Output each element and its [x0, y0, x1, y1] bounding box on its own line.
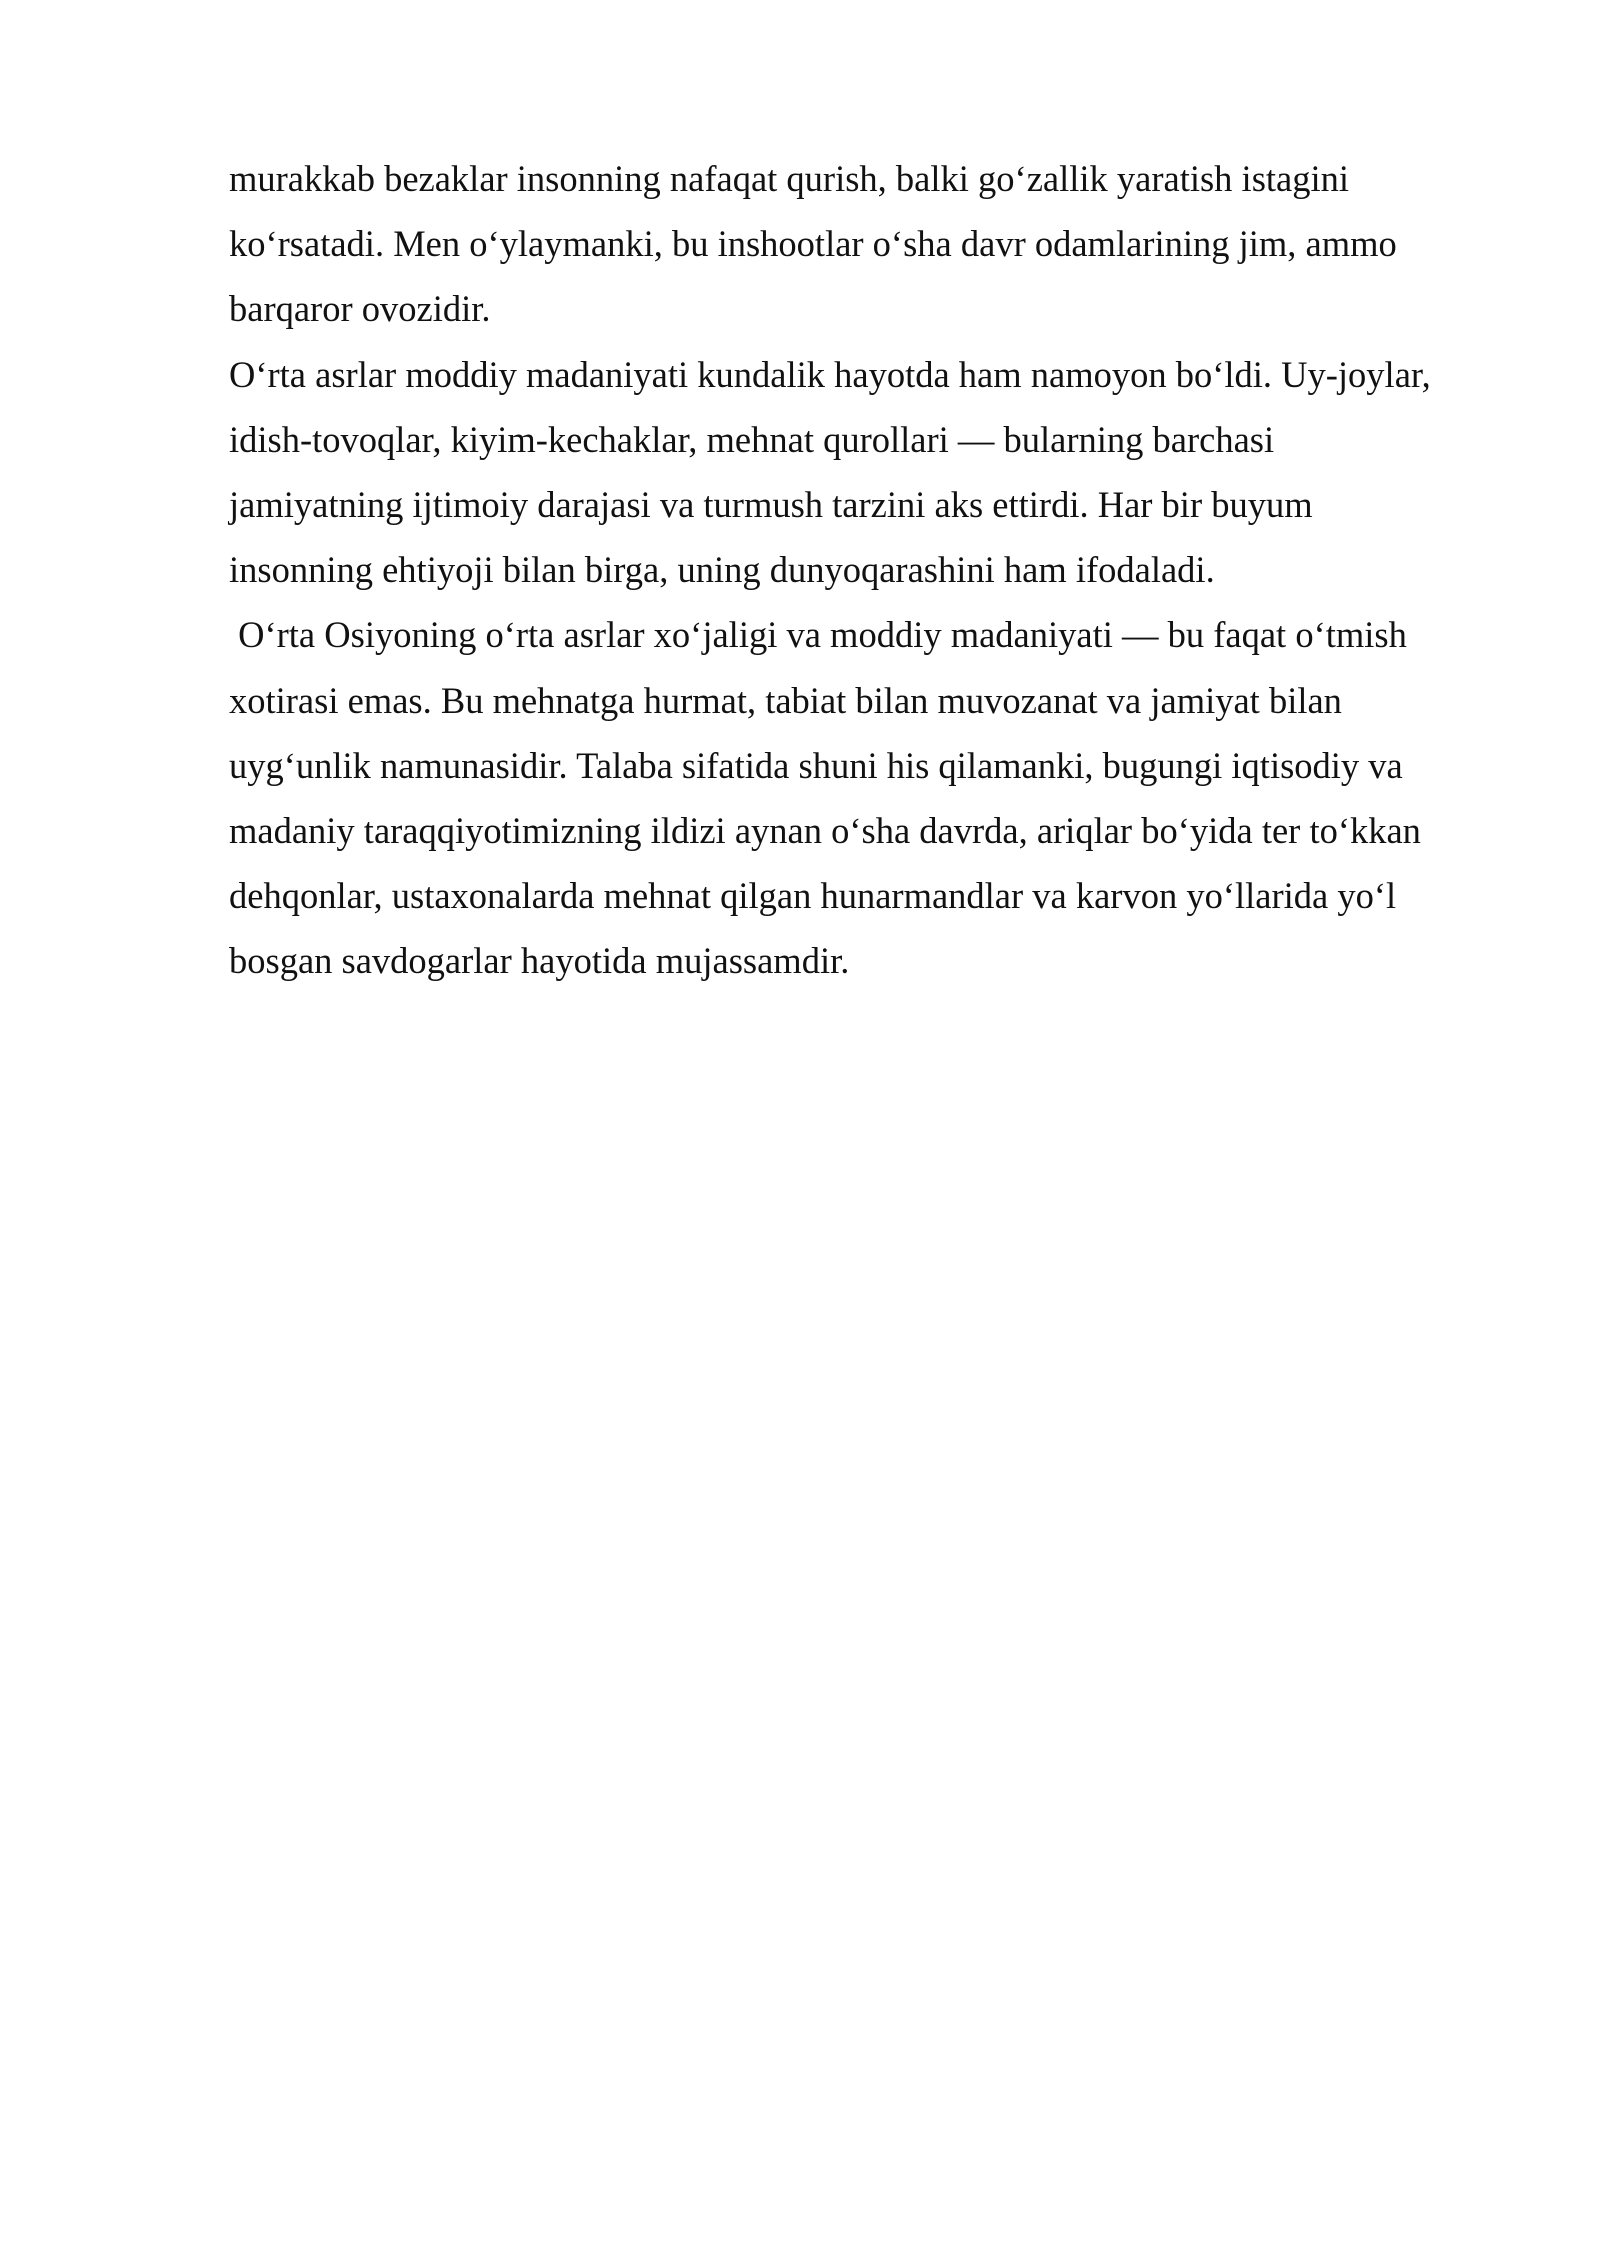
- text-line: barqaror ovozidir.: [229, 288, 491, 330]
- text-line: ko‘rsatadi. Men o‘ylaymanki, bu inshootlar o‘sha davr odamlarining jim, ammo: [229, 223, 1397, 265]
- text-line: xotirasi emas. Bu mehnatga hurmat, tabiat bilan muvozanat va jamiyat bilan: [229, 679, 1342, 721]
- text-line: O‘rta asrlar moddiy madaniyati kundalik hayotda ham namoyon bo‘ldi. Uy-joylar,: [229, 353, 1431, 395]
- text-line: idish-tovoqlar, kiyim-kechaklar, mehnat qurollari — bularning barchasi: [229, 418, 1275, 460]
- text-line: jamiyatning ijtimoiy darajasi va turmush tarzini aks ettirdi. Har bir buyum: [229, 483, 1313, 525]
- text-line: bosgan savdogarlar hayotida mujassamdir.: [229, 940, 850, 982]
- text-line: insonning ehtiyoji bilan birga, uning dunyoqarashini ham ifodaladi.: [229, 549, 1215, 591]
- text-line: madaniy taraqqiyotimizning ildizi aynan o‘sha davrda, ariqlar bo‘yida ter to‘kkan: [229, 809, 1421, 851]
- body-text: [229, 146, 1479, 993]
- text-line: uyg‘unlik namunasidir. Talaba sifatida shuni his qilamanki, bugungi iqtisodiy va: [229, 744, 1403, 786]
- text-line: O‘rta Osiyoning o‘rta asrlar xo‘jaligi va moddiy madaniyati — bu faqat o‘tmish: [229, 614, 1407, 656]
- text-line: dehqonlar, ustaxonalarda mehnat qilgan hunarmandlar va karvon yo‘llarida yo‘l: [229, 875, 1397, 917]
- text-line: murakkab bezaklar insonning nafaqat qurish, balki go‘zallik yaratish istagini: [229, 158, 1350, 199]
